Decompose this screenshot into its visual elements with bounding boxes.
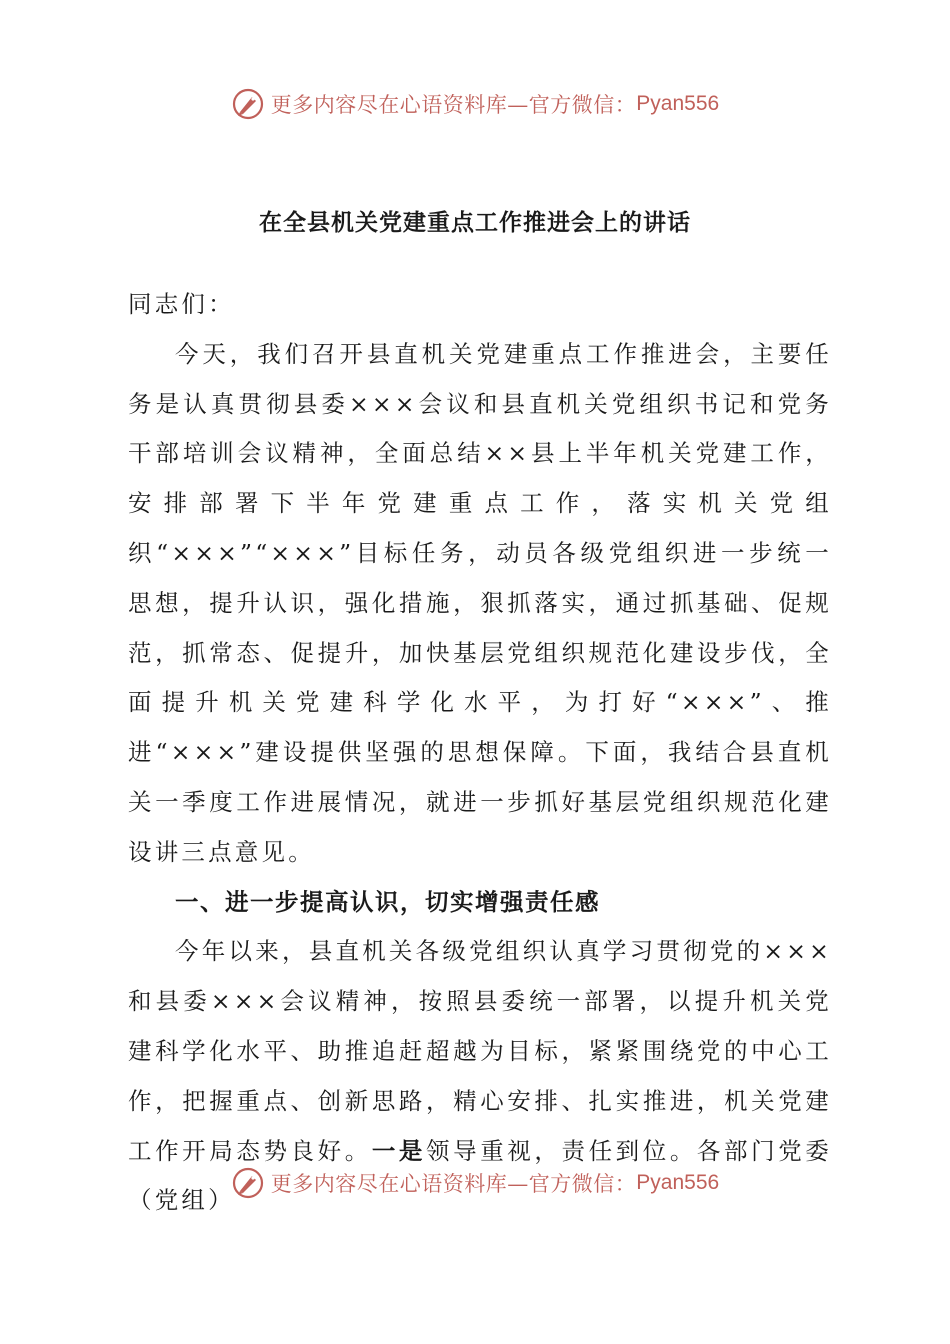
document-title: 在全县机关党建重点工作推进会上的讲话	[259, 209, 691, 236]
emphasis-text: 一是	[371, 1136, 427, 1165]
paragraph-text: 今年以来，县直机关各级党组织认真学习贯彻党的×××和县委×××会议精神，按照县委统一部署，以提升机关党建科学化水平、助推追赶超越为目标，紧紧围绕党的中心工作，把握重点、创新思路，精心安排、扎实推进，机关党建工作开局态势良好。	[128, 937, 832, 1165]
watermark-text: 更多内容尽在心语资料库—官方微信：	[270, 93, 637, 117]
section-heading: 一、进一步提高认识，切实增强责任感	[175, 887, 600, 916]
watermark-wechat-id: Pyan556	[636, 1171, 720, 1194]
pen-nib-logo-icon	[231, 1166, 265, 1200]
header-watermark-banner	[0, 84, 950, 124]
pen-nib-logo-icon	[231, 87, 265, 121]
body-paragraph: 今天，我们召开县直机关党建重点工作推进会，主要任务是认真贯彻县委×××会议和县直机关党组织书记和党务干部培训会议精神，全面总结××县上半年机关党建工作，安排部署下半年党建重点工作，落实机关党组织“×××”“×××”目标任务，动员各级党组织进一步统一思想，提升认识，强化措施，狠抓落实，通过抓基础、促规范，抓常态、促提升，加快基层党组织规范化建设步伐，全面提升机关党建科学化水平，为打好“×××”、推进“×××”建设提供坚强的思想保障。下面，我结合县直机关一季度工作进展情况，就进一步抓好基层党组织规范化建设讲三点意见。	[128, 339, 832, 866]
document-body	[128, 280, 832, 1226]
watermark-text: 更多内容尽在心语资料库—官方微信：	[270, 1172, 637, 1196]
paragraph-text: 领导重视，责任到位。各部门党委（党组）	[128, 1136, 832, 1215]
footer-watermark-banner	[0, 1163, 950, 1203]
salutation: 同志们：	[128, 290, 235, 318]
watermark-wechat-id: Pyan556	[636, 92, 720, 115]
